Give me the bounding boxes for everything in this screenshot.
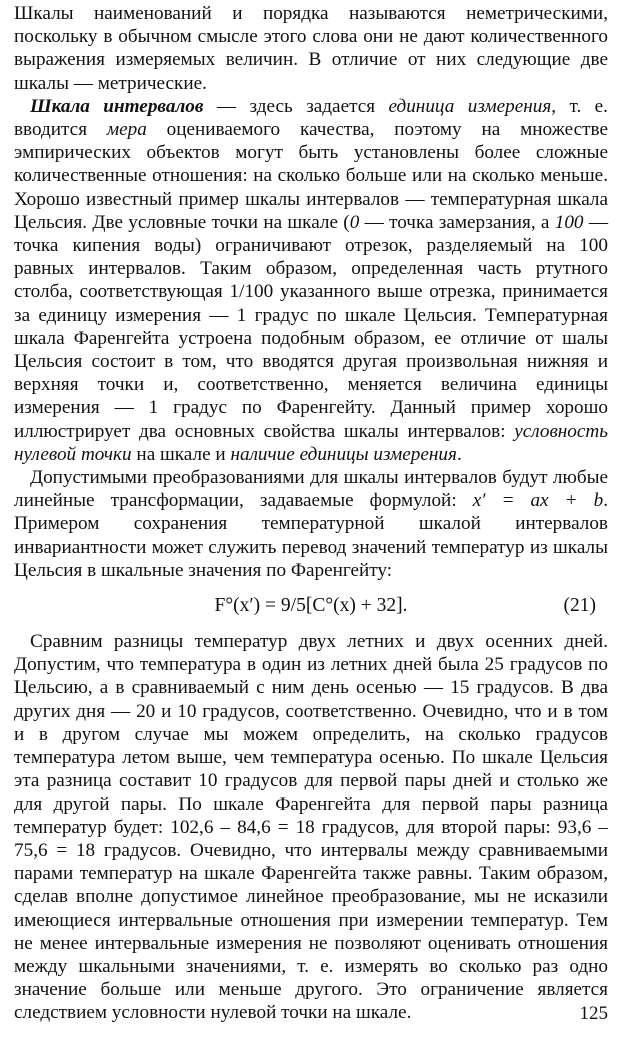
emphasis-zero-point: условность нулевой точки (14, 420, 608, 465)
paragraph-temperature-example: Сравним разницы температур двух летних и двух осенних дней. Допустим, что температура в один из летних дней была 25 градусов по Цельсию, а в сравниваемый с ним день осенью — 15 градусов. В два других дня — 20 и 10 градусов, соответственно. Очевидно, что и в том и в другом случае мы можем определить, на сколько градусов температура летом выше, чем температура осенью. По шкале Цельсия эта разница составит 10 градусов для первой пары дней и столько же для другой пары. По шкале Фаренгейта для первой пары разница температур будет: 102,6 – 84,6 = 18 градусов, для второй пары: 93,6 – 75,6 = 18 градусов. Очевидно, что интервалы между сравниваемыми парами температур на шкале Фаренгейта также равны. Таким образом, сделав вполне допустимое линейное преобразование, мы не исказили имеющиеся интервальные отношения при измерении температур. Тем не менее интервальные измерения не позволяют оценивать отношения между шкальными значениями, т. е. измерять во сколько раз одно значение больше или меньше другого. Это ограничение является следствием условности нулевой точки на шкале. (14, 631, 608, 1024)
text-segment: , т. е. вводится (14, 95, 608, 141)
text-segment: — точка замерзания, а (359, 211, 555, 233)
term-interval-scale: Шкала интервалов (30, 95, 204, 117)
formula-number: (21) (563, 595, 596, 617)
page-number: 125 (579, 1003, 608, 1024)
emphasis-hundred: 100 (554, 211, 584, 233)
paragraph-interval-scale (14, 95, 608, 466)
text-segment: на шкале и (131, 443, 231, 465)
emphasis-unit-presence: наличие единицы измерения (230, 443, 457, 465)
emphasis-unit: единица измерения (388, 95, 552, 117)
text-segment: — точка кипения воды) ограничивают отрезок, разделяемый на 100 равных интервалов. Таким образом, определенная часть ртутного столба, соответствующая 1/100 указанного выше отрезка, принимается за единицу измерения — 1 градус по шкале Цельсия. Температурная шкала Фаренгейта устроена подобным образом, ее отличие от шалы Цельсия состоит в том, что вводятся другая произвольная нижняя и верхняя точки и, соответственно, меняется величина единицы измерения — 1 градус по Фаренгейту. Данный пример хорошо иллюстрирует два основных свойства шкалы интервалов: (14, 211, 608, 442)
text-segment: . Примером сохранения температурной шкалой интервалов инвариантности может служить перевод значений температур из шкалы Цельсия в шкальные значения по Фаренгейту: (14, 490, 608, 581)
inline-formula: x′ = ax + b (472, 490, 604, 512)
text-segment: . (456, 443, 462, 465)
formula-expression: F°(x′) = 9/5[C°(x) + 32]. (214, 595, 408, 617)
text-segment: Допустимыми преобразованиями для шкалы интервалов будут любые линейные трансформации, задаваемые формулой: (14, 467, 608, 512)
text-segment: — здесь задается (203, 95, 389, 117)
emphasis-measure: мера (106, 119, 147, 141)
paragraph-transformations (14, 466, 608, 582)
paragraph-nonmetric-scales: Шкалы наименований и порядка называются неметрическими, поскольку в обычном смысле этого слова они не дают количественного выражения измеряемых величин. В отличие от них следующие две шкалы — метрические. (14, 3, 608, 94)
book-page (14, 2, 608, 1025)
emphasis-zero: 0 (349, 211, 360, 233)
text-segment: оцениваемого качества, поэтому на множестве эмпирических объектов могут быть установлены более сложные количественные отношения: на сколько больше или на сколько меньше. Хорошо известный пример шкалы интервалов — температурная шкала Цельсия. Две условные точки на шкале ( (14, 119, 608, 233)
formula-block (14, 582, 608, 630)
